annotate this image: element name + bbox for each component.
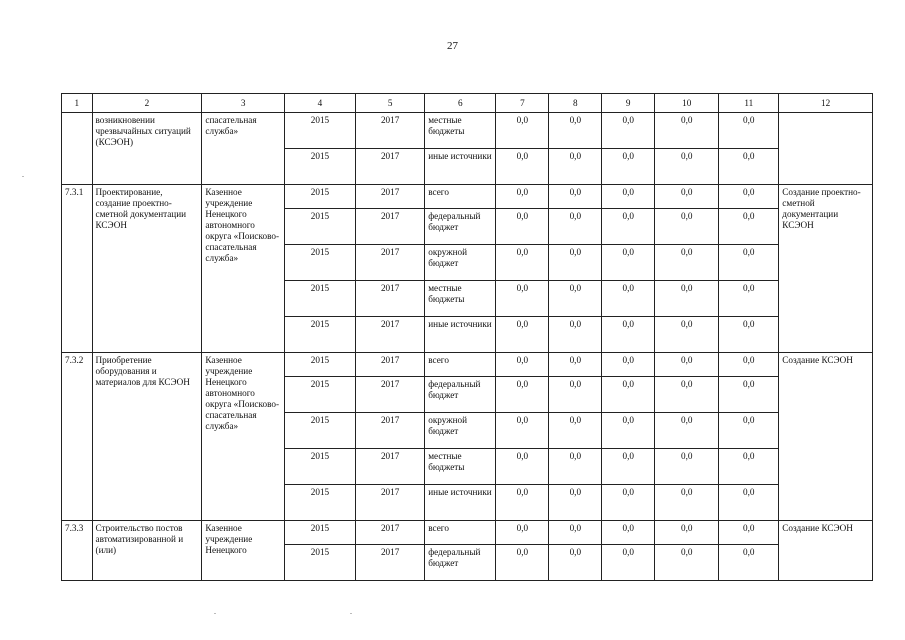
header-cell: 9	[602, 94, 655, 113]
amount-cell: 0,0	[549, 245, 602, 281]
result-cell: Создание проектно-сметной документации КСЭОН	[779, 185, 873, 353]
amount-cell: 0,0	[602, 317, 655, 353]
year-start-cell: 2015	[284, 209, 355, 245]
header-cell: 5	[356, 94, 425, 113]
amount-cell: 0,0	[719, 413, 779, 449]
amount-cell: 0,0	[496, 245, 549, 281]
item-name-cell: Проектирование, создание проектно-сметной документации КСЭОН	[92, 185, 202, 353]
amount-cell: 0,0	[655, 449, 719, 485]
funding-source-cell: федеральный бюджет	[425, 545, 496, 581]
amount-cell: 0,0	[602, 113, 655, 149]
amount-cell: 0,0	[496, 185, 549, 209]
amount-cell: 0,0	[719, 353, 779, 377]
amount-cell: 0,0	[602, 281, 655, 317]
funding-source-cell: окружной бюджет	[425, 413, 496, 449]
amount-cell: 0,0	[496, 485, 549, 521]
amount-cell: 0,0	[655, 413, 719, 449]
amount-cell: 0,0	[655, 245, 719, 281]
funding-source-cell: федеральный бюджет	[425, 377, 496, 413]
amount-cell: 0,0	[496, 521, 549, 545]
amount-cell: 0,0	[655, 149, 719, 185]
year-end-cell: 2017	[356, 113, 425, 149]
amount-cell: 0,0	[602, 485, 655, 521]
amount-cell: 0,0	[719, 377, 779, 413]
year-end-cell: 2017	[356, 545, 425, 581]
amount-cell: 0,0	[496, 317, 549, 353]
amount-cell: 0,0	[719, 485, 779, 521]
amount-cell: 0,0	[602, 545, 655, 581]
funding-source-cell: местные бюджеты	[425, 449, 496, 485]
year-start-cell: 2015	[284, 353, 355, 377]
item-number-cell	[62, 113, 93, 185]
scan-speck	[22, 176, 24, 177]
amount-cell: 0,0	[549, 353, 602, 377]
funding-source-cell: иные источники	[425, 485, 496, 521]
amount-cell: 0,0	[602, 209, 655, 245]
amount-cell: 0,0	[719, 449, 779, 485]
year-start-cell: 2015	[284, 449, 355, 485]
year-end-cell: 2017	[356, 353, 425, 377]
amount-cell: 0,0	[496, 377, 549, 413]
year-start-cell: 2015	[284, 485, 355, 521]
year-end-cell: 2017	[356, 209, 425, 245]
amount-cell: 0,0	[719, 521, 779, 545]
amount-cell: 0,0	[655, 281, 719, 317]
amount-cell: 0,0	[549, 413, 602, 449]
amount-cell: 0,0	[655, 317, 719, 353]
item-number-cell: 7.3.1	[62, 185, 93, 353]
year-end-cell: 2017	[356, 185, 425, 209]
amount-cell: 0,0	[602, 353, 655, 377]
year-start-cell: 2015	[284, 545, 355, 581]
amount-cell: 0,0	[655, 209, 719, 245]
header-cell: 3	[202, 94, 284, 113]
amount-cell: 0,0	[496, 281, 549, 317]
funding-source-cell: иные источники	[425, 317, 496, 353]
item-name-cell: возникновении чрезвычайных ситуаций (КСЭОН)	[92, 113, 202, 185]
year-start-cell: 2015	[284, 317, 355, 353]
amount-cell: 0,0	[496, 545, 549, 581]
amount-cell: 0,0	[719, 113, 779, 149]
funding-source-cell: всего	[425, 353, 496, 377]
amount-cell: 0,0	[549, 149, 602, 185]
funding-source-cell: федеральный бюджет	[425, 209, 496, 245]
amount-cell: 0,0	[719, 545, 779, 581]
amount-cell: 0,0	[602, 185, 655, 209]
year-start-cell: 2015	[284, 377, 355, 413]
program-table	[61, 93, 873, 581]
amount-cell: 0,0	[496, 149, 549, 185]
year-start-cell: 2015	[284, 413, 355, 449]
amount-cell: 0,0	[549, 281, 602, 317]
table-row	[62, 521, 873, 545]
table-row	[62, 113, 873, 149]
header-cell: 7	[496, 94, 549, 113]
header-cell: 10	[655, 94, 719, 113]
amount-cell: 0,0	[549, 113, 602, 149]
header-cell: 12	[779, 94, 873, 113]
amount-cell: 0,0	[496, 449, 549, 485]
amount-cell: 0,0	[549, 209, 602, 245]
amount-cell: 0,0	[719, 317, 779, 353]
amount-cell: 0,0	[602, 449, 655, 485]
amount-cell: 0,0	[602, 521, 655, 545]
year-end-cell: 2017	[356, 317, 425, 353]
amount-cell: 0,0	[655, 377, 719, 413]
header-cell: 11	[719, 94, 779, 113]
item-executor-cell: Казенное учреждение Ненецкого автономного округа «Поисково-спасательная служба»	[202, 353, 284, 521]
amount-cell: 0,0	[549, 377, 602, 413]
table-row	[62, 185, 873, 209]
amount-cell: 0,0	[549, 449, 602, 485]
item-name-cell: Строительство постов автоматизированной и (или)	[92, 521, 202, 581]
year-start-cell: 2015	[284, 113, 355, 149]
funding-source-cell: иные источники	[425, 149, 496, 185]
amount-cell: 0,0	[602, 245, 655, 281]
funding-source-cell: окружной бюджет	[425, 245, 496, 281]
year-end-cell: 2017	[356, 485, 425, 521]
amount-cell: 0,0	[602, 377, 655, 413]
year-end-cell: 2017	[356, 521, 425, 545]
amount-cell: 0,0	[655, 113, 719, 149]
year-start-cell: 2015	[284, 149, 355, 185]
amount-cell: 0,0	[655, 545, 719, 581]
amount-cell: 0,0	[655, 485, 719, 521]
header-row	[62, 94, 873, 113]
year-end-cell: 2017	[356, 377, 425, 413]
header-cell: 8	[549, 94, 602, 113]
year-start-cell: 2015	[284, 245, 355, 281]
item-number-cell: 7.3.3	[62, 521, 93, 581]
item-executor-cell: спасательная служба»	[202, 113, 284, 185]
amount-cell: 0,0	[549, 545, 602, 581]
amount-cell: 0,0	[496, 413, 549, 449]
item-name-cell: Приобретение оборудования и материалов для КСЭОН	[92, 353, 202, 521]
page-number: 27	[447, 40, 458, 52]
amount-cell: 0,0	[719, 185, 779, 209]
amount-cell: 0,0	[602, 413, 655, 449]
year-end-cell: 2017	[356, 149, 425, 185]
funding-source-cell: всего	[425, 185, 496, 209]
amount-cell: 0,0	[549, 485, 602, 521]
amount-cell: 0,0	[719, 149, 779, 185]
header-cell: 1	[62, 94, 93, 113]
amount-cell: 0,0	[549, 185, 602, 209]
header-cell: 6	[425, 94, 496, 113]
year-start-cell: 2015	[284, 281, 355, 317]
year-start-cell: 2015	[284, 521, 355, 545]
item-executor-cell: Казенное учреждение Ненецкого	[202, 521, 284, 581]
amount-cell: 0,0	[719, 209, 779, 245]
amount-cell: 0,0	[655, 353, 719, 377]
scan-speck	[214, 613, 216, 614]
header-cell: 4	[284, 94, 355, 113]
amount-cell: 0,0	[496, 353, 549, 377]
amount-cell: 0,0	[602, 149, 655, 185]
funding-source-cell: всего	[425, 521, 496, 545]
year-end-cell: 2017	[356, 281, 425, 317]
scan-speck	[350, 613, 352, 614]
amount-cell: 0,0	[719, 281, 779, 317]
header-cell: 2	[92, 94, 202, 113]
amount-cell: 0,0	[655, 521, 719, 545]
year-end-cell: 2017	[356, 245, 425, 281]
funding-source-cell: местные бюджеты	[425, 281, 496, 317]
year-start-cell: 2015	[284, 185, 355, 209]
year-end-cell: 2017	[356, 449, 425, 485]
amount-cell: 0,0	[496, 113, 549, 149]
result-cell: Создание КСЭОН	[779, 353, 873, 521]
result-cell	[779, 113, 873, 185]
amount-cell: 0,0	[549, 317, 602, 353]
item-number-cell: 7.3.2	[62, 353, 93, 521]
item-executor-cell: Казенное учреждение Ненецкого автономного округа «Поисково-спасательная служба»	[202, 185, 284, 353]
amount-cell: 0,0	[496, 209, 549, 245]
amount-cell: 0,0	[549, 521, 602, 545]
result-cell: Создание КСЭОН	[779, 521, 873, 581]
amount-cell: 0,0	[719, 245, 779, 281]
funding-source-cell: местные бюджеты	[425, 113, 496, 149]
year-end-cell: 2017	[356, 413, 425, 449]
table-row	[62, 353, 873, 377]
amount-cell: 0,0	[655, 185, 719, 209]
